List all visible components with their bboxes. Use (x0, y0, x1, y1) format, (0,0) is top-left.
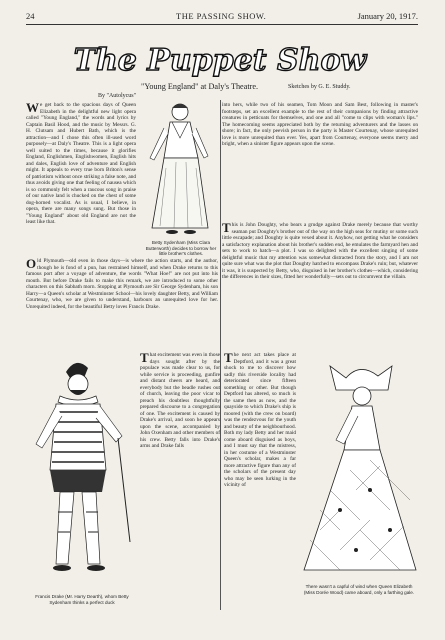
drop-cap: T (140, 352, 149, 365)
drop-cap: T (224, 352, 233, 365)
column-left-top (26, 102, 136, 256)
queen-elizabeth-illustration (300, 360, 418, 582)
page-number: 24 (26, 11, 35, 21)
column-divider (220, 100, 221, 610)
paragraph-1: e get back to the spacious days of Queen Elizabeth in the delightful new light opera called "Young England," the words and lyrics by Captain Basil Hood, and the music by Messrs. G. H. Clutsam and Hubert Bath, which is the attraction—and I chose this often ill-used word purposely—at Daly's Theatre. This is a light opera well suited to the times, because it glorifies England, Englishmen, Englishwomen, English hits and dales, English love of adventure and English might. It appeals to every true born Briton's sense of patriotism without once striking a false note, and thus avoids giving one that feeling of nausea which is so commonly felt when a raucous song in praise of our native land is chucked on the chest of some dog-horned vocalist. As is usual, I believe, in opera, there are many songs sung. But those in "Young England" about old England are not the least like that. (26, 102, 136, 225)
drop-cap: O (26, 258, 37, 271)
article-title-text: The Puppet Show (73, 43, 367, 78)
column-right-low (224, 352, 296, 610)
paragraph-right-2: his is John Doughty, who bears a grudge against Drake merely because that worthy seaman put Doughty's brother out of the way on the high seas for mutiny or some such little escapade; and Doughty is quite vexed about it. Anyhow, not getting what he considers a satisfactory explanation about his brother's sudden end, he emulates the farmyard hen and sets to work to hatch—a plot. I was so delighted with the excellent singing of some delightful music that my attention was somewhat distracted from the story, and I am not quite sure what was the plot that Doughty hatched to encompass Drake's ruin; but, whatever it was, it is suspected by Betty, who, disguised in her brother's clothes—which, considering the differences in their sizes, fitted her wonderfully—sets out to circumvent the villain. (222, 222, 418, 280)
sketches-credit: Sketches by G. E. Studdy. (288, 84, 351, 90)
article-title (70, 42, 370, 78)
paragraph-2: ld Plymouth—old even in those days—is where the action starts, and the author, though he is fond of a pun, has restrained himself, and when Drake returns to this famous port after a voyage of adventure, the words "What Hoe!" are not put into his mouth. But before Drake fails to make this remark, we are introduced to some other characters on this Sabbath morn. Stopping at Plymouth are Sir George Sydenham, his son Harry—a Queen's scholar at Westminster School—his lovely daughter Betty, and William Courtenay, who, we are given to understand, harbours an unrequited love for her. Unrequited indeed, for the beautiful Betty loves Francis Drake. (26, 258, 218, 310)
paragraph-right-3: he next act takes place at Deptford, and it was a great shock to me to discover how sadly this riverside locality had deteriorated since fifteen something or other. But though Deptford has altered, so much is the same then as now, and the quayside to which Drake's ship is moored (with the crew on board) was the rendezvous for the youth and beauty of the neighbourhood. Both my lady Betty and her maid come aboard disguised as boys, and I must say that the mistress, in her costume of a Westminster Queen's scholar, makes a far more attractive figure than any of the scholars of the present day who may be seen lurking in the vicinity of (224, 352, 296, 488)
column-left-mid (26, 258, 218, 350)
drop-cap: W (26, 102, 39, 115)
header-rule (26, 24, 418, 25)
betty-sydenham-illustration (142, 98, 216, 238)
drop-cap: T (222, 222, 231, 235)
caption-queen: There wasn't a capful of wind when Queen Elizabeth (Miss Dorée Wood) came aboard, only a farthing gale. (303, 584, 415, 595)
paragraph-right-1: into hers, while two of his seamen, Tom Moon and Sam Best, following in master's footsteps, set an excellent example to the rest of their companions by finding attractive creatures in petticoats for themselves, and one and all "come to clips with woman's lips." The homecoming seems appreciated both by the returning adventurers and the lasses on shore; in fact, the only peevish person in the party is Master Courtenay, whose unrequited love is more unrequited than ever. Yes, apart from Courtenay, everyone seems merry and bright, when a sinister figure appears upon the scene. (222, 102, 418, 147)
column-left-low (140, 352, 220, 610)
magazine-name: THE PASSING SHOW. (176, 11, 267, 21)
article-byline: By "Autolycus" (98, 93, 137, 99)
paragraph-3: hat excitement was even in those days sought after by the populace was made clear to us, for while service is proceeding, gunfire and distant cheers are heard, and everybody but the beadle rushes out of church, leaving the poor vicar to preach his doubtless thoughtfully prepared discourse to a congregation of one. The excitement is caused by Drake's arrival, and soon he appears upon the scene, accompanied by John Oxenham and other members of his crew. Betty falls into Drake's arms and Drake falls (140, 352, 220, 449)
column-right-top (222, 102, 418, 218)
issue-date: January 20, 1917. (357, 11, 418, 21)
francis-drake-illustration (26, 352, 136, 590)
column-right-mid (222, 222, 418, 350)
running-header (26, 11, 418, 23)
caption-drake: Francis Drake (Mr. Harry Dearth), whom Betty Sydenham thinks a perfect duck (35, 594, 129, 605)
caption-betty: Betty Sydenham (Miss Clara Butterworth) decides to borrow her little brother's clothes. (145, 240, 217, 256)
article-subtitle: "Young England" at Daly's Theatre. (141, 82, 259, 91)
